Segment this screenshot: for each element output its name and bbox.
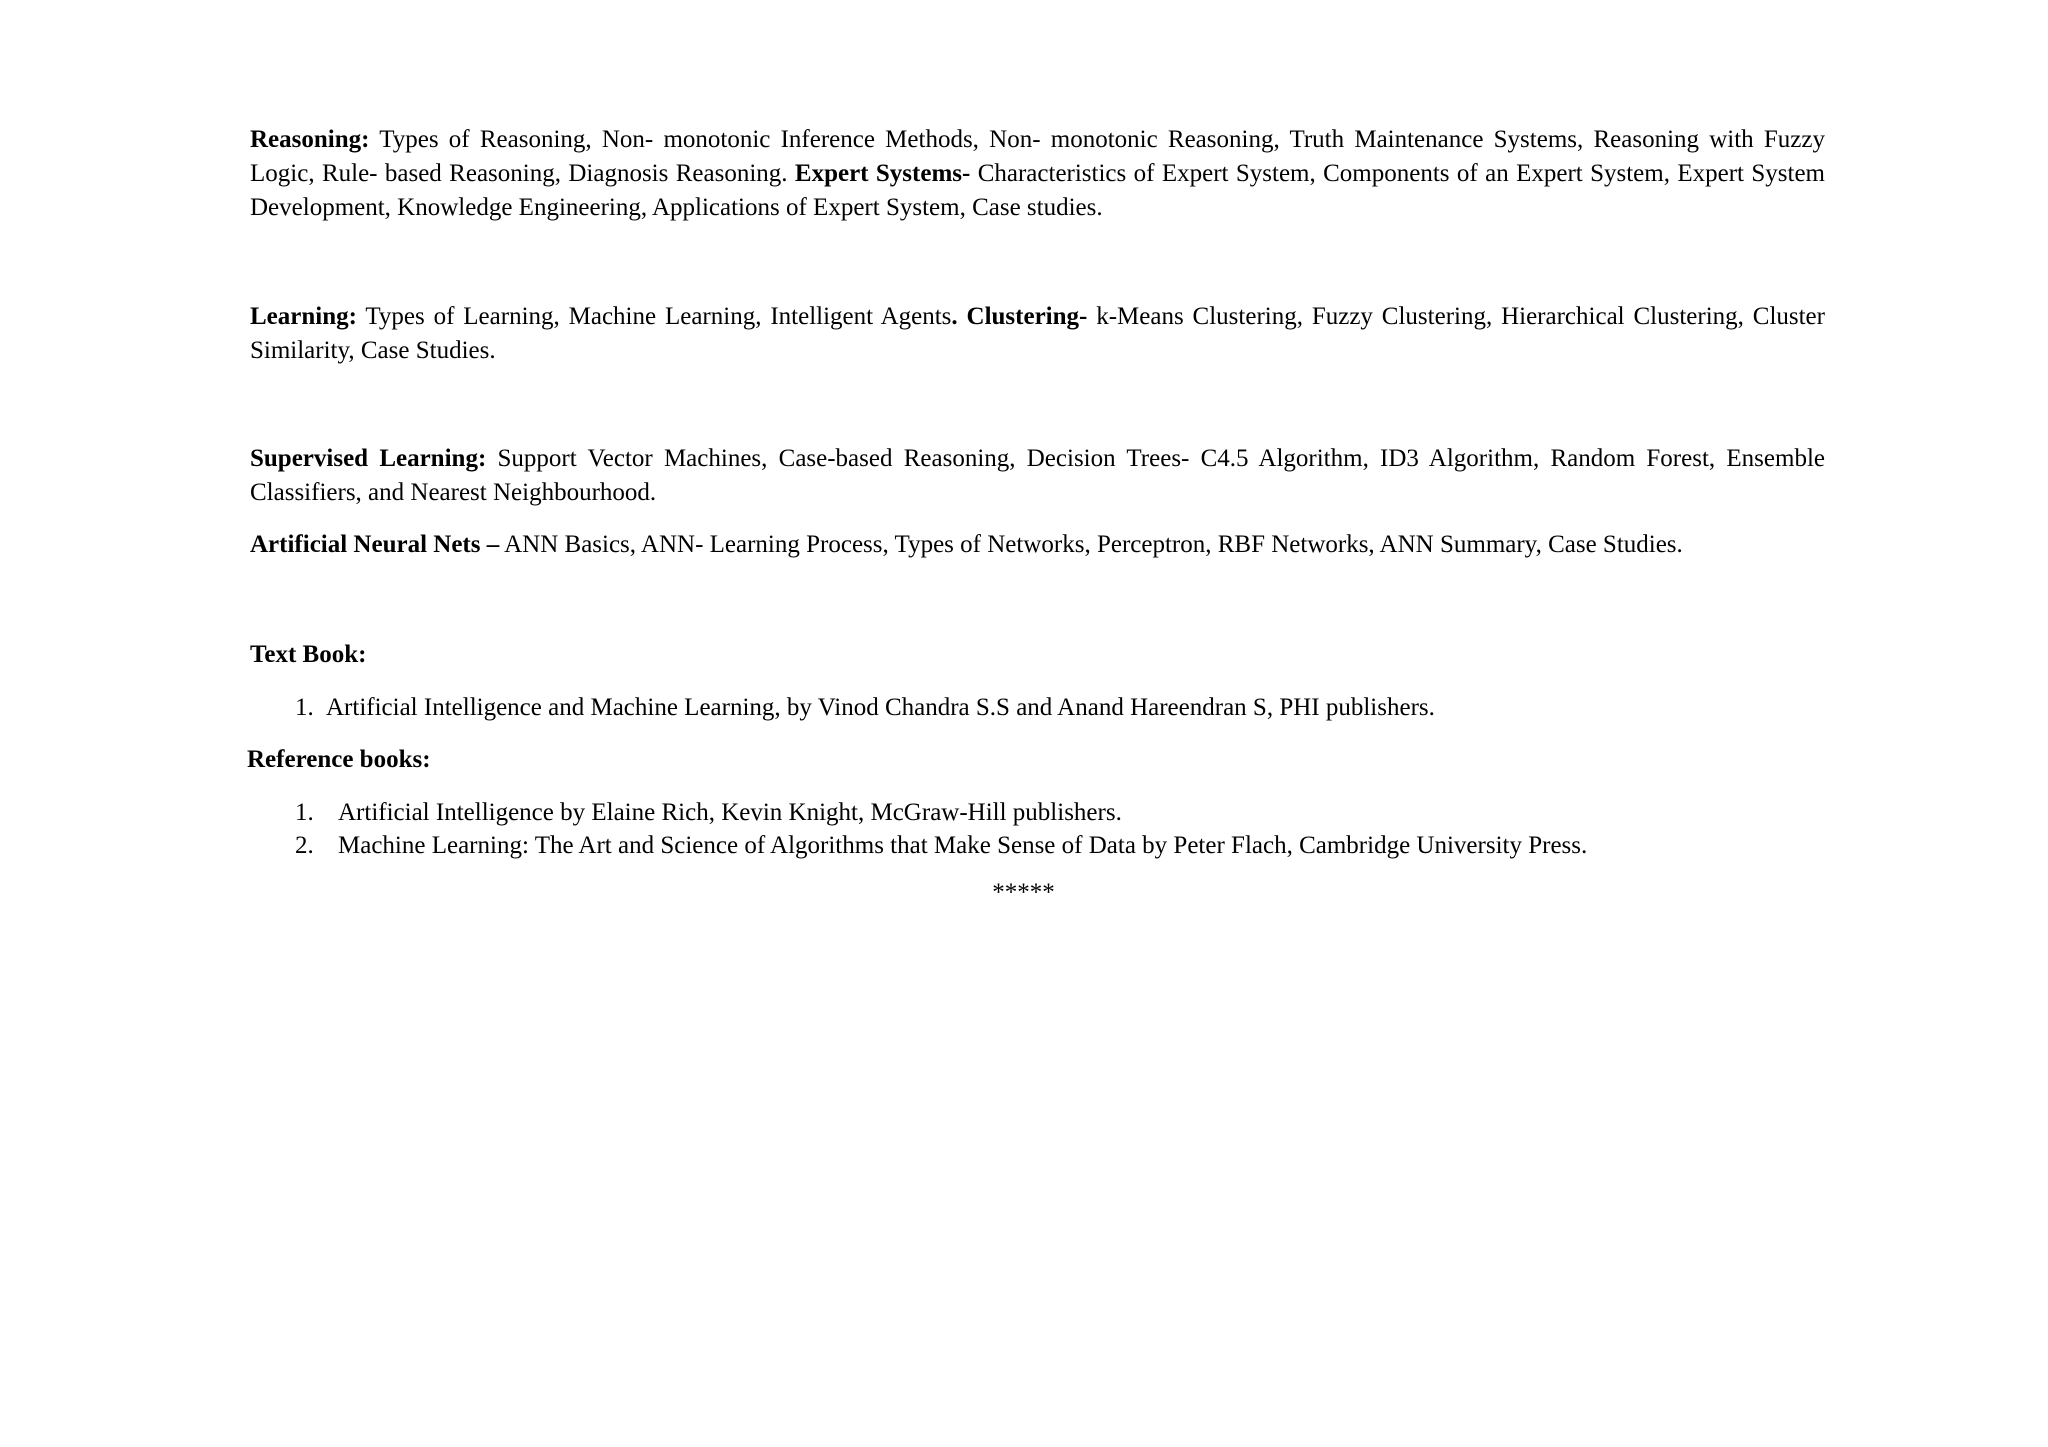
clustering-topics: k-Means Clustering, Fuzzy Clustering, Hierarchical Clustering, Cluster Similarity, Case Studies. (250, 303, 1825, 364)
supervised-learning-topics: Support Vector Machines, Case-based Reasoning, Decision Trees- C4.5 Algorithm, ID3 Algorithm, Random Forest, Ensemble Classifiers, and Nearest Neighbourhood. (250, 445, 1825, 506)
list-number: 1. (295, 799, 314, 826)
reference-title: Machine Learning: The Art and Science of Algorithms that Make Sense of Data by Peter Flach, Cambridge University Press. (338, 832, 1588, 859)
textbook-heading: Text Book: (250, 641, 367, 668)
list-number: 2. (295, 832, 314, 859)
reasoning-heading: Reasoning: (250, 126, 370, 153)
learning-topics: Types of Learning, Machine Learning, Intelligent Agents (356, 303, 952, 330)
paragraph-learning (250, 300, 1825, 368)
expert-systems-topics: Characteristics of Expert System, Components of an Expert System, Expert System Development, Knowledge Engineering, Applications of Expert System, Case studies. (250, 160, 1825, 221)
ann-heading: Artificial Neural Nets – (250, 531, 500, 558)
expert-systems-heading: Expert Systems- (794, 160, 971, 187)
learning-period: . (951, 303, 958, 330)
reference-title: Artificial Intelligence by Elaine Rich, Kevin Knight, McGraw-Hill publishers. (338, 799, 1122, 826)
document-page (247, 123, 1825, 910)
list-item (250, 691, 1825, 724)
list-item (250, 829, 1825, 862)
clustering-heading: Clustering- (957, 303, 1088, 330)
list-item (250, 796, 1825, 829)
reference-list (250, 796, 1825, 862)
reasoning-topics: Types of Reasoning, Non- monotonic Inference Methods, Non- monotonic Reasoning, Truth Maintenance Systems, Reasoning with Fuzzy Logic, Rule- based Reasoning, Diagnosis Reasoning. (250, 126, 1825, 187)
end-mark: ***** (992, 879, 1055, 906)
paragraph-reasoning (250, 123, 1825, 225)
paragraph-ann (250, 528, 1825, 562)
textbook-title: Artificial Intelligence and Machine Learning, by Vinod Chandra S.S and Anand Hareendran S, PHI publishers. (326, 694, 1435, 721)
paragraph-supervised-learning (250, 442, 1825, 510)
reference-heading: Reference books: (247, 746, 431, 773)
learning-heading: Learning: (250, 303, 357, 330)
list-number: 1. (295, 694, 314, 721)
supervised-learning-heading: Supervised Learning: (250, 445, 487, 472)
ann-topics: ANN Basics, ANN- Learning Process, Types of Networks, Perceptron, RBF Networks, ANN Summary, Case Studies. (499, 531, 1683, 558)
textbook-list (250, 691, 1825, 724)
